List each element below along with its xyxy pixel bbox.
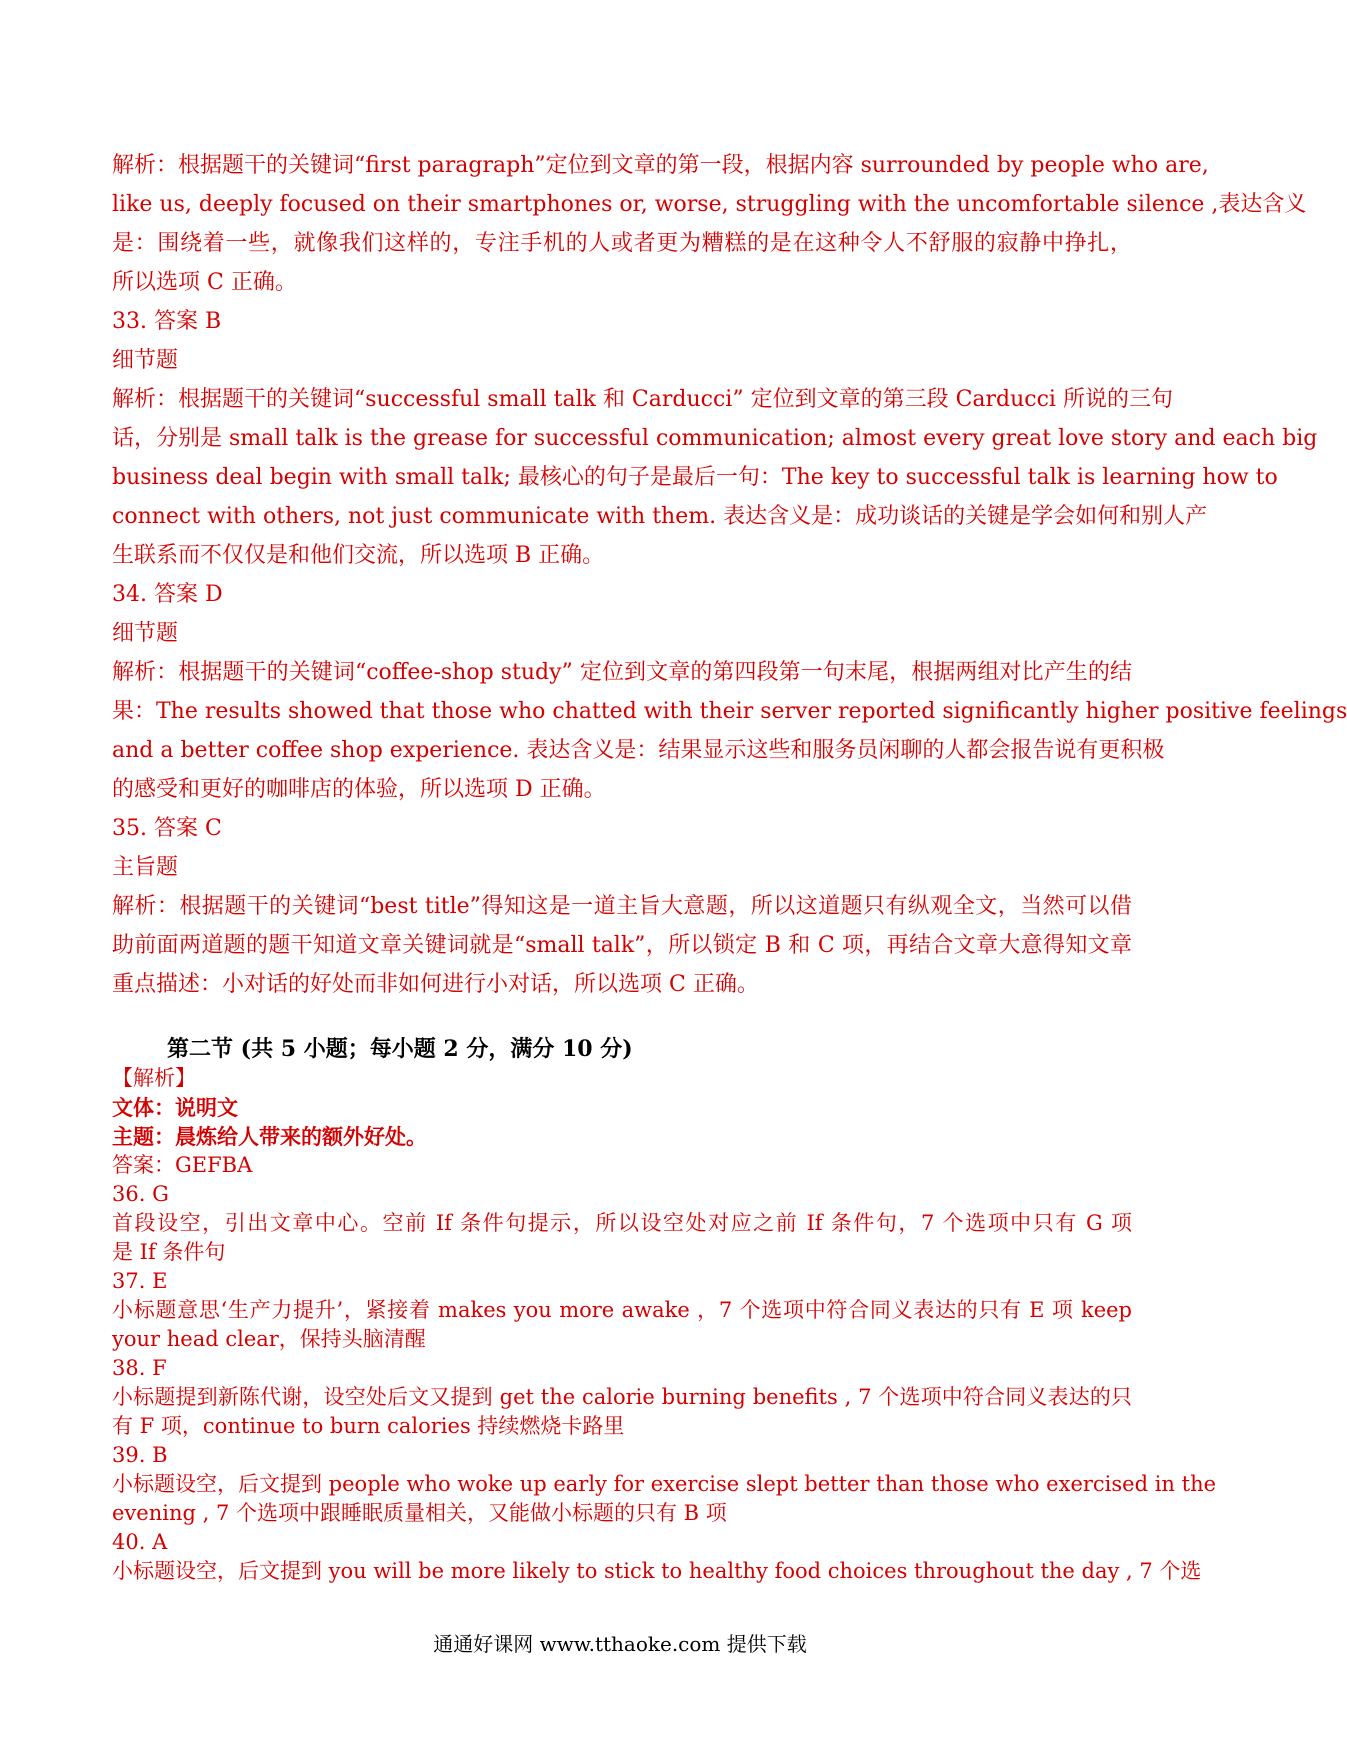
text-line: 小标题提到新陈代谢，设空处后文又提到 get the calorie burning benefits , 7 个选项中符合同义表达的只 [112,1385,1132,1409]
text-line: 解析：根据题干的关键词“first paragraph”定位到文章的第一段，根据内容 surrounded by people who are, [112,153,1209,178]
question-answer: 33. 答案 B [112,309,222,334]
text-line: 解析：根据题干的关键词“coffee-shop study” 定位到文章的第四段第一句末尾，根据两组对比产生的结 [112,660,1132,685]
question-number: 36. G [112,1182,169,1206]
text-line: 首段设空，引出文章中心。空前 If 条件句提示，所以设空处对应之前 If 条件句，7 个选项中只有 G 项 [112,1211,1132,1235]
text-line: 果：The results showed that those who chatted with their server reported significantly higher positive feelings [112,699,1347,724]
text-line: 重点描述：小对话的好处而非如何进行小对话，所以选项 C 正确。 [112,972,759,997]
text-line: 小标题意思‘生产力提升’，紧接着 makes you more awake ，7 个选项中符合同义表达的只有 E 项 keep [112,1298,1132,1322]
text-line: 小标题设空，后文提到 people who woke up early for exercise slept better than those who exercised in the [112,1472,1217,1496]
answer-key: 答案：GEFBA [112,1153,253,1177]
text-line: 话，分别是 small talk is the grease for successful communication; almost every great love story and each big [112,426,1318,451]
text-line: and a better coffee shop experience. 表达含义是：结果显示这些和服务员闲聊的人都会报告说有更积极 [112,738,1165,763]
text-line: like us, deeply focused on their smartphones or, worse, struggling with the uncomfortable silence ,表达含义 [112,192,1307,217]
question-number: 39. B [112,1443,168,1467]
text-line: 生联系而不仅仅是和他们交流，所以选项 B 正确。 [112,543,605,568]
text-line: 的感受和更好的咖啡店的体验，所以选项 D 正确。 [112,777,606,802]
section-title: 第二节 (共 5 小题；每小题 2 分，满分 10 分) [167,1036,633,1062]
genre-label: 文体：说明文 [112,1095,238,1120]
analysis-label: 【解析】 [112,1066,196,1090]
question-answer: 35. 答案 C [112,816,222,841]
text-line: your head clear，保持头脑清醒 [112,1327,426,1351]
text-line: business deal begin with small talk; 最核心的句子是最后一句：The key to successful talk is learning how to [112,465,1278,490]
question-answer: 34. 答案 D [112,582,223,607]
text-line: 小标题设空，后文提到 you will be more likely to stick to healthy food choices throughout the day , 7 个选 [112,1559,1202,1583]
question-number: 40. A [112,1530,168,1554]
question-number: 37. E [112,1269,168,1293]
text-line: 有 F 项，continue to burn calories 持续燃烧卡路里 [112,1414,625,1438]
text-line: connect with others, not just communicate with them. 表达含义是：成功谈话的关键是学会如何和别人产 [112,504,1208,529]
text-line: 解析：根据题干的关键词“successful small talk 和 Carducci” 定位到文章的第三段 Carducci 所说的三句 [112,387,1173,412]
text-line: 所以选项 C 正确。 [112,270,297,295]
page-content [112,146,1347,1586]
question-number: 38. F [112,1356,167,1380]
theme-label: 主题：晨炼给人带来的额外好处。 [112,1124,427,1149]
page-footer: 通通好课网 www.tthaoke.com 提供下载 [433,1632,807,1656]
question-type: 细节题 [112,621,179,646]
text-line: 是 If 条件句 [112,1240,226,1264]
text-line: 助前面两道题的题干知道文章关键词就是“small talk”，所以锁定 B 和 C 项，再结合文章大意得知文章 [112,933,1132,958]
question-type: 主旨题 [112,855,179,880]
question-type: 细节题 [112,348,179,373]
text-line: 解析：根据题干的关键词“best title”得知这是一道主旨大意题，所以这道题只有纵观全文，当然可以借 [112,894,1132,919]
text-line: evening , 7 个选项中跟睡眠质量相关，又能做小标题的只有 B 项 [112,1501,727,1525]
text-line: 是：围绕着一些，就像我们这样的，专注手机的人或者更为糟糕的是在这种令人不舒服的寂静中挣扎， [112,231,1132,256]
